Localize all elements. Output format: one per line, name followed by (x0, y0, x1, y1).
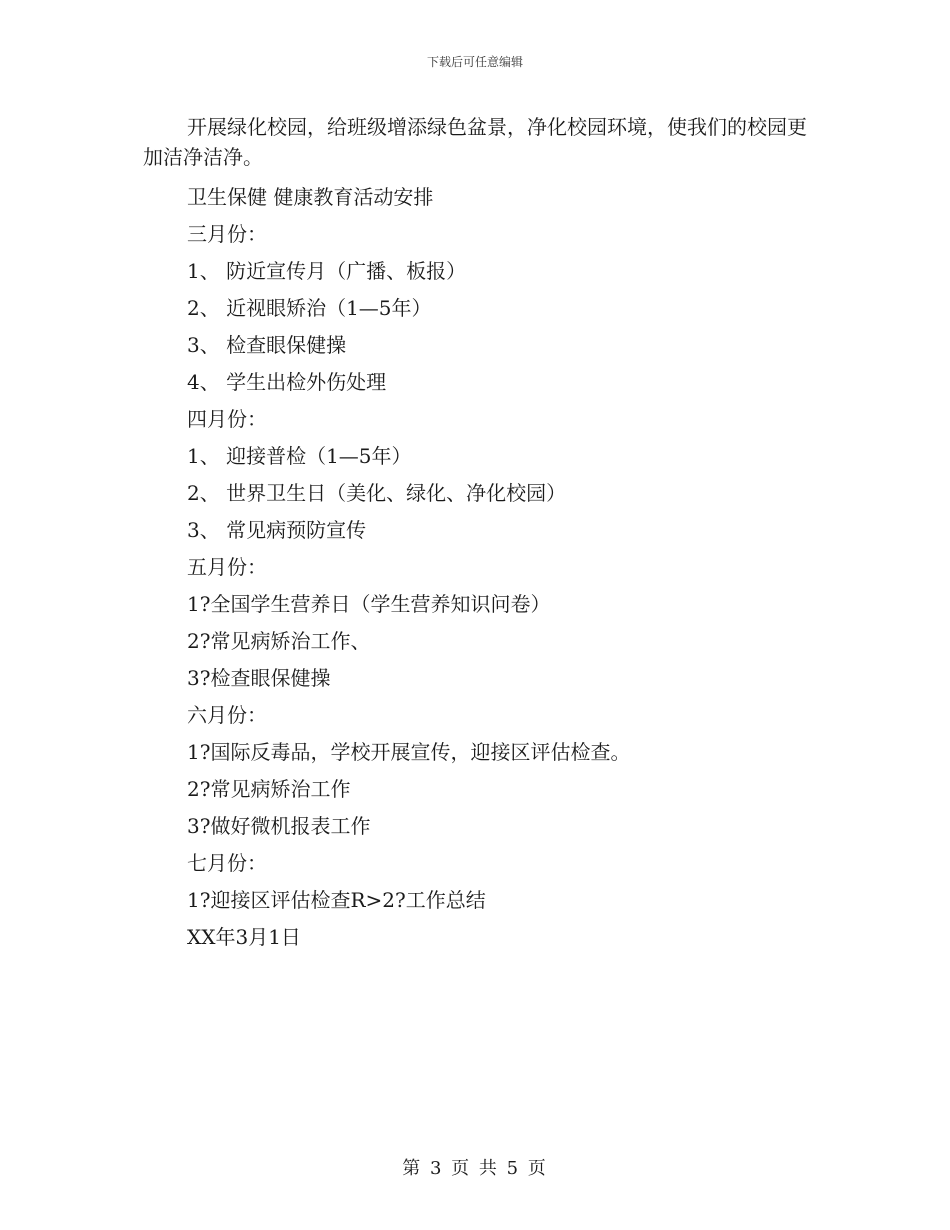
list-item: 2?常见病矫治工作、 (187, 629, 371, 653)
month-heading-june: 六月份： (187, 703, 267, 727)
section-title: 卫生保健 健康教育活动安排 (187, 185, 434, 209)
list-item: 2、 世界卫生日（美化、绿化、净化校园） (187, 481, 567, 505)
list-item: 1?全国学生营养日（学生营养知识问卷） (187, 592, 551, 616)
list-item: 3、 常见病预防宣传 (187, 518, 367, 542)
page-header: 下载后可任意编辑 (426, 55, 523, 69)
list-item: 3、 检查眼保健操 (187, 333, 347, 357)
document-date: XX年3月1日 (187, 925, 301, 949)
document-body (143, 112, 813, 956)
list-item: 2?常见病矫治工作 (187, 777, 351, 801)
page-footer: 第 3 页 共 5 页 (402, 1158, 548, 1179)
list-item: 2、 近视眼矫治（1—5年） (187, 296, 432, 320)
month-heading-may: 五月份： (187, 555, 267, 579)
intro-paragraph: 开展绿化校园，给班级增添绿色盆景，净化校园环境，使我们的校园更加洁净洁净。 (143, 115, 807, 169)
list-item: 1?国际反毒品，学校开展宣传，迎接区评估检查。 (187, 740, 631, 764)
list-item: 1、 防近宣传月（广播、板报） (187, 259, 467, 283)
list-item: 4、 学生出检外伤处理 (187, 370, 387, 394)
list-item: 1?迎接区评估检查R>2?工作总结 (187, 888, 486, 912)
month-heading-july: 七月份： (187, 851, 267, 875)
list-item: 3?做好微机报表工作 (187, 814, 371, 838)
list-item: 1、 迎接普检（1—5年） (187, 444, 412, 468)
list-item: 3?检查眼保健操 (187, 666, 331, 690)
month-heading-march: 三月份： (187, 222, 267, 246)
month-heading-april: 四月份： (187, 407, 267, 431)
